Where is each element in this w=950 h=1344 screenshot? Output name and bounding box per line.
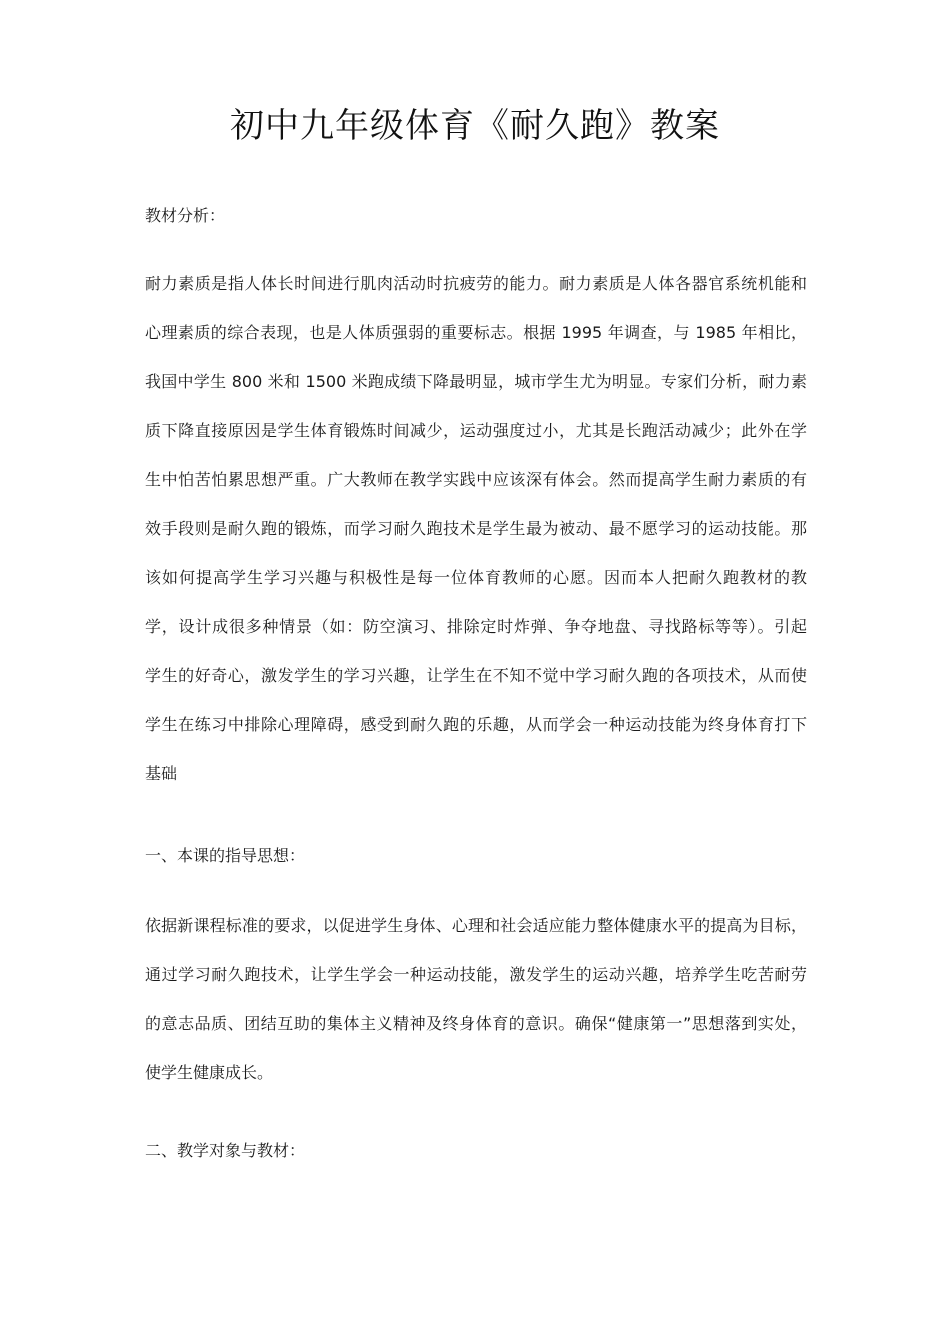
paragraph-line: 学生在练习中排除心理障碍，感受到耐久跑的乐趣，从而学会一种运动技能为终身体育打下 <box>145 715 807 734</box>
paragraph-line: 学，设计成很多种情景（如：防空演习、排除定时炸弹、争夺地盘、寻找路标等等）。引起 <box>145 617 807 636</box>
paragraph-line: 生中怕苦怕累思想严重。广大教师在教学实践中应该深有体会。然而提高学生耐力素质的有 <box>145 470 807 489</box>
paragraph-material-analysis <box>145 272 807 811</box>
paragraph-line: 质下降直接原因是学生体育锻炼时间减少，运动强度过小，尤其是长跑活动减少；此外在学 <box>145 421 807 440</box>
paragraph-line: 学生的好奇心，激发学生的学习兴趣，让学生在不知不觉中学习耐久跑的各项技术，从而使 <box>145 666 807 685</box>
paragraph-line: 通过学习耐久跑技术，让学生学会一种运动技能，激发学生的运动兴趣，培养学生吃苦耐劳 <box>145 965 807 984</box>
document-title: 初中九年级体育《耐久跑》教案 <box>230 106 720 146</box>
section-heading-teaching-objects: 二、教学对象与教材： <box>145 1141 306 1160</box>
paragraph-line: 基础 <box>145 764 178 783</box>
paragraph-line: 心理素质的综合表现，也是人体质强弱的重要标志。根据 1995 年调查，与 1985 年相比， <box>145 323 807 342</box>
paragraph-line: 效手段则是耐久跑的锻炼，而学习耐久跑技术是学生最为被动、最不愿学习的运动技能。那 <box>145 519 807 538</box>
paragraph-guiding-ideology <box>145 914 807 1110</box>
paragraph-line: 该如何提高学生学习兴趣与积极性是每一位体育教师的心愿。因而本人把耐久跑教材的教 <box>145 568 807 587</box>
paragraph-line: 我国中学生 800 米和 1500 米跑成绩下降最明显，城市学生尤为明显。专家们分析，耐力素 <box>145 372 807 391</box>
section-heading-guiding-ideology: 一、本课的指导思想： <box>145 846 306 865</box>
section-heading-material-analysis: 教材分析： <box>145 206 226 225</box>
paragraph-line: 使学生健康成长。 <box>145 1063 274 1082</box>
paragraph-line: 依据新课程标准的要求，以促进学生身体、心理和社会适应能力整体健康水平的提高为目标， <box>145 916 807 935</box>
paragraph-line: 的意志品质、团结互助的集体主义精神及终身体育的意识。确保“健康第一”思想落到实处， <box>145 1014 807 1033</box>
paragraph-line: 耐力素质是指人体长时间进行肌肉活动时抗疲劳的能力。耐力素质是人体各器官系统机能和 <box>145 274 807 293</box>
